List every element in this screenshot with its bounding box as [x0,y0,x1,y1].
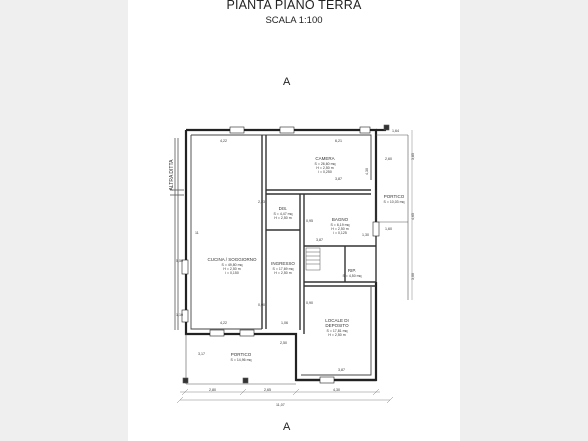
section-marker-bottom: A [283,421,291,433]
vertical-dimension-labels [365,153,415,280]
room-cucina [207,257,257,275]
room-height: H = 2,50 m [223,267,241,271]
dim-label: 11,07 [276,403,285,407]
dim-label: 0,95 [306,219,313,223]
room-name-2: DEPOSITO [325,323,349,328]
room-height: H = 2,50 m [328,333,346,337]
room-index: i = 0,125 [333,231,347,235]
room-index: i = 0,250 [318,170,332,174]
room-name: PORTICO [383,194,405,199]
dim-label: 3,17 [198,352,205,356]
dim-label: 0,90 [258,303,265,307]
room-name: INGRESSO [271,261,295,266]
room-bagno [331,217,350,235]
dim-label: 6,21 [335,139,342,143]
portico-right-outline [376,125,408,300]
dim-label: 3,87 [338,368,345,372]
room-area: S = 26,60 mq [314,162,336,166]
room-height: H = 2,50 m [274,216,292,220]
room-area: S = 17,69 mq [272,267,294,271]
room-name: BAGNO [331,217,349,222]
section-marker-top: A [283,76,291,88]
dim-label: 2,60 [385,157,392,161]
room-locale-deposito [325,318,349,337]
dim-label: 2,65 [264,388,271,392]
dim-label: 4,22 [220,139,227,143]
room-area: S = 14,96 mq [230,358,252,362]
room-index: i = 0,150 [225,271,239,275]
room-area: S = 17,81 mq [326,329,348,333]
dim-label: 2,23 [258,200,265,204]
room-portico-bottom [231,352,252,362]
dim-label: 3,87 [316,238,323,242]
room-height: H = 2,50 m [274,271,292,275]
room-area: S = 4,50 mq [342,274,362,278]
room-height: H = 2,50 m [316,166,334,170]
dim-label: 5,50 [176,259,183,263]
room-area: S = 49,80 mq [221,263,243,267]
plan-title: PIANTA PIANO TERRA [226,0,362,12]
room-area: S = 4,47 mq [273,212,293,216]
room-ingresso [271,261,295,275]
room-height: H = 2,50 m [331,227,349,231]
room-camera [315,156,336,174]
dim-label: 4,22 [220,321,227,325]
neighbor-label: ALTRA DITTA [169,159,175,191]
room-name: CUCINA / SOGGIORNO [207,257,257,262]
dim-label: 2,50 [280,341,287,345]
dim-label: 1,64 [392,129,399,133]
dim-label: 1,06 [281,321,288,325]
dim-label: 1,10 [176,313,183,317]
room-name: PORTICO [230,352,252,357]
dim-label: 1,30 [362,233,369,237]
plan-scale: SCALA 1:100 [265,15,323,26]
dim-label: 11 [195,231,199,235]
room-name: LOCALE DI [325,318,349,323]
room-name: CAMERA [315,156,335,161]
dim-label: 4,65 [411,213,415,220]
room-name: DIS. [278,206,288,211]
dim-label: 2,80 [209,388,216,392]
dim-label: 3,00 [411,273,415,280]
dim-label: 4,30 [365,168,369,175]
room-dis [274,206,293,220]
room-area: S = 6,19 mq [330,223,350,227]
stair [306,248,320,270]
room-name: RIP. [347,268,357,273]
room-area: S = 10,03 mq [383,200,405,204]
exterior-walls-inner [191,135,371,375]
dim-label: 4,30 [333,388,340,392]
dim-label: 3,87 [335,177,342,181]
dim-label: 3,85 [411,153,415,160]
dim-label: 0,90 [306,301,313,305]
dim-label: 1,60 [385,227,392,231]
room-portico-right [384,194,405,204]
